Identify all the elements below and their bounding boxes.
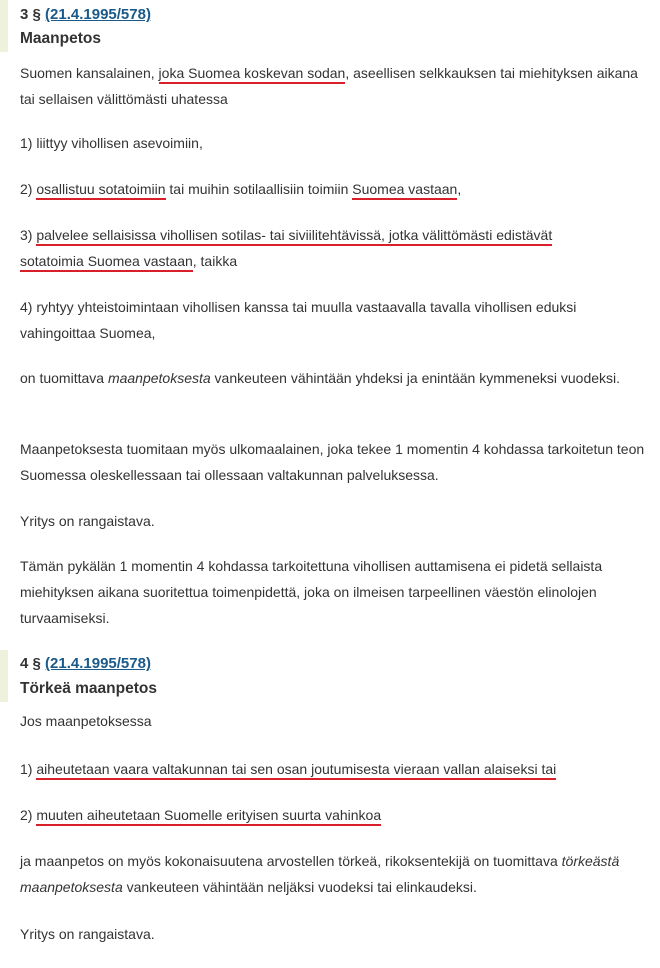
section-3-item-3: 3) palvelee sellaisissa vihollisen sotilas- tai siviilitehtävissä, jotka välittömästi edistävät sotatoimia Suomea vastaan, taikka xyxy=(20,222,650,274)
highlight-underline: palvelee sellaisissa vihollisen sotilas- tai siviilitehtävissä, jotka välittömästi edistävät xyxy=(36,227,552,246)
section-3-item-2: 2) osallistuu sotatoimiin tai muihin sotilaallisiin toimiin Suomea vastaan, xyxy=(20,176,650,202)
section-3-exception: Tämän pykälän 1 momentin 4 kohdassa tarkoitettuna vihollisen auttamisena ei pidetä sellaista miehityksen aikana suoritettua toimenpidettä, joka on ilmeisen tarpeellinen väestön elinolojen turvaamiseksi. xyxy=(20,558,603,626)
section-3-heading xyxy=(20,6,151,23)
highlight-underline: muuten aiheutetaan Suomelle erityisen suurta vahinkoa xyxy=(36,807,381,826)
section-4-title: Törkeä maanpetos xyxy=(20,680,157,697)
section-3-title: Maanpetos xyxy=(20,30,101,47)
section-3-item-1: 1) liittyy vihollisen asevoimiin, xyxy=(20,135,203,151)
section-3-item-4: 4) ryhtyy yhteistoimintaan vihollisen kanssa tai muulla vastaavalla tavalla vihollisen eduksi vahingoittaa Suomea, xyxy=(20,299,577,341)
section-4-item-2: 2) muuten aiheutetaan Suomelle erityisen suurta vahinkoa xyxy=(20,802,650,828)
section-4-heading xyxy=(20,655,151,672)
section-4-amendment-link[interactable]: (21.4.1995/578) xyxy=(45,655,151,672)
highlight-underline: osallistuu sotatoimiin xyxy=(36,181,165,200)
section-3-attempt: Yritys on rangaistava. xyxy=(20,513,155,529)
section-4-attempt: Yritys on rangaistava. xyxy=(20,926,155,942)
section-4-penalty: ja maanpetos on myös kokonaisuutena arvostellen törkeä, rikoksentekijä on tuomittava törkeästä maanpetoksesta vankeuteen vähintään neljäksi vuodeksi tai elinkaudeksi. xyxy=(20,853,620,895)
section-3-marker-bar xyxy=(0,0,8,52)
section-4-intro: Jos maanpetoksessa xyxy=(20,713,152,729)
highlight-underline: joka Suomea koskevan sodan xyxy=(159,65,346,84)
section-4-number: 4 § xyxy=(20,655,41,672)
section-3-intro: Suomen kansalainen, joka Suomea koskevan sodan, aseellisen selkkauksen tai miehityksen aikana tai sellaisen välittömästi uhatessa xyxy=(20,65,638,107)
section-4-marker-bar xyxy=(0,650,8,702)
section-3-amendment-link[interactable]: (21.4.1995/578) xyxy=(45,6,151,23)
section-3-number: 3 § xyxy=(20,6,41,23)
highlight-underline: aiheutetaan vaara valtakunnan tai sen osan joutumisesta vieraan vallan alaiseksi tai xyxy=(36,761,556,780)
section-3-penalty: on tuomittava maanpetoksesta vankeuteen vähintään yhdeksi ja enintään kymmeneksi vuodeksi. xyxy=(20,370,621,386)
section-3-foreigner: Maanpetoksesta tuomitaan myös ulkomaalainen, joka tekee 1 momentin 4 kohdassa tarkoitetun teon Suomessa oleskellessaan tai ollessaan valtakunnan palveluksessa. xyxy=(20,441,645,483)
highlight-underline: Suomea vastaan xyxy=(352,181,457,200)
section-4-item-1: 1) aiheutetaan vaara valtakunnan tai sen osan joutumisesta vieraan vallan alaiseksi tai xyxy=(20,756,650,782)
highlight-underline: sotatoimia Suomea vastaan xyxy=(20,253,193,272)
